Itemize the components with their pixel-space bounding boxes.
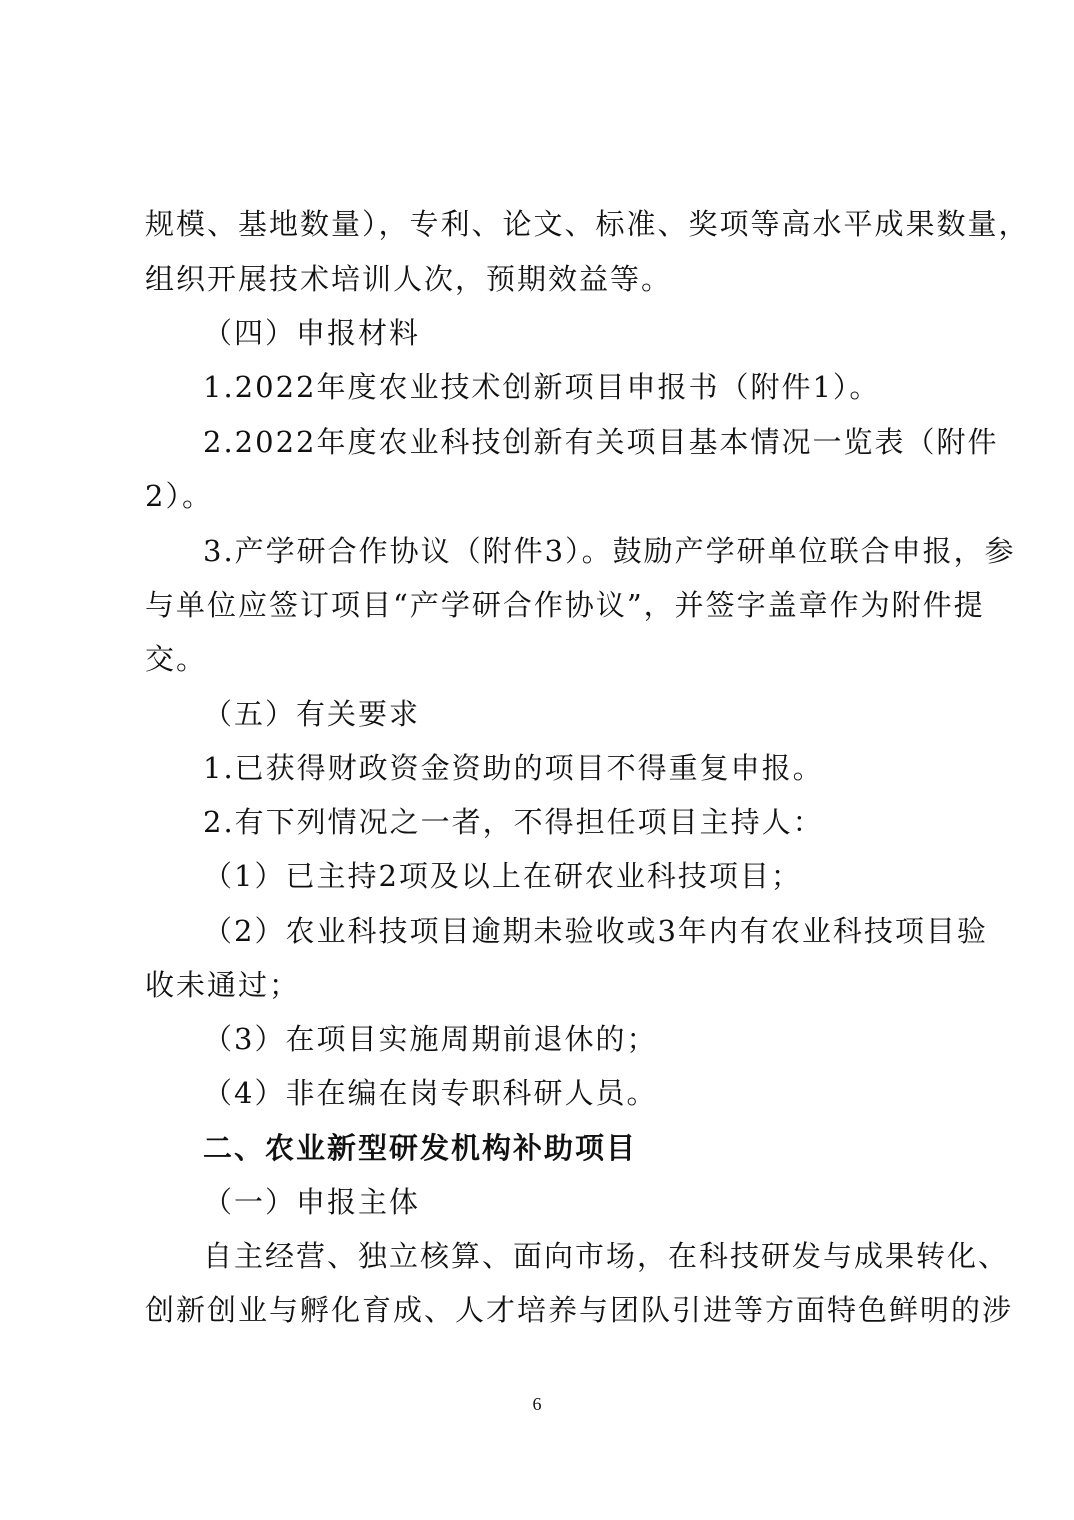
list-item: 1.2022年度农业技术创新项目申报书（附件1）。 xyxy=(203,370,881,404)
subsection-heading: （五）有关要求 xyxy=(203,697,421,731)
list-item: （3）在项目实施周期前退休的； xyxy=(203,1022,658,1056)
paragraph-line: 与单位应签订项目“产学研合作协议”，并签字盖章作为附件提 xyxy=(145,588,985,622)
page-number: 6 xyxy=(532,1394,542,1414)
paragraph-line: 规模、基地数量），专利、论文、标准、奖项等高水平成果数量， xyxy=(145,207,1030,241)
paragraph-line: 收未通过； xyxy=(145,968,301,1002)
paragraph-line: 2）。 xyxy=(145,479,213,513)
list-item: （2）农业科技项目逾期未验收或3年内有农业科技项目验 xyxy=(203,914,988,948)
paragraph-line: 交。 xyxy=(145,642,208,676)
list-item: （1）已主持2项及以上在研农业科技项目； xyxy=(203,859,802,893)
list-item: 2.2022年度农业科技创新有关项目基本情况一览表（附件 xyxy=(203,425,999,459)
subsection-heading: （一）申报主体 xyxy=(203,1185,421,1219)
paragraph-line: 组织开展技术培训人次，预期效益等。 xyxy=(145,262,673,296)
list-item: 1.已获得财政资金资助的项目不得重复申报。 xyxy=(203,751,824,785)
list-item: 2.有下列情况之一者，不得担任项目主持人： xyxy=(203,805,824,839)
section-heading: 二、农业新型研发机构补助项目 xyxy=(203,1131,638,1165)
paragraph-line: 自主经营、独立核算、面向市场，在科技研发与成果转化、 xyxy=(203,1239,1010,1273)
list-item: （4）非在编在岗专职科研人员。 xyxy=(203,1076,658,1110)
paragraph-line: 创新创业与孵化育成、人才培养与团队引进等方面特色鲜明的涉 xyxy=(145,1293,1014,1327)
list-item: 3.产学研合作协议（附件3）。鼓励产学研单位联合申报，参 xyxy=(203,534,1016,568)
subsection-heading: （四）申报材料 xyxy=(203,316,421,350)
